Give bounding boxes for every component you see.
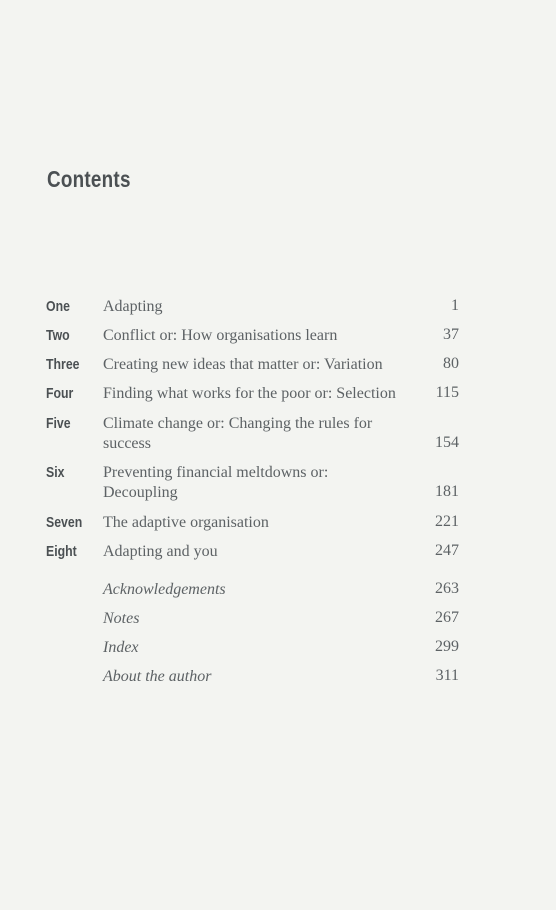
page-number: 263 bbox=[435, 580, 459, 597]
chapter-number: One bbox=[46, 298, 70, 315]
chapter-number: Eight bbox=[46, 543, 77, 560]
page-number: 80 bbox=[443, 355, 459, 372]
chapter-number: Three bbox=[46, 356, 80, 373]
back-matter-title: Notes bbox=[103, 610, 140, 627]
chapter-title: The adaptive organisation bbox=[103, 514, 269, 531]
page-title: Contents bbox=[47, 166, 131, 192]
page-number: 311 bbox=[435, 667, 459, 684]
chapter-title: Creating new ideas that matter or: Variation bbox=[103, 356, 383, 373]
chapter-number: Five bbox=[46, 415, 71, 432]
page-number: 221 bbox=[435, 513, 459, 530]
chapter-number: Two bbox=[46, 327, 70, 344]
chapter-title: Finding what works for the poor or: Selection bbox=[103, 385, 396, 402]
page-number: 247 bbox=[435, 542, 459, 559]
chapter-title: Climate change or: Changing the rules for success bbox=[103, 415, 373, 452]
chapter-title: Preventing financial meltdowns or: Decoupling bbox=[103, 464, 329, 501]
chapter-title: Adapting bbox=[103, 298, 163, 315]
page-number: 154 bbox=[435, 434, 459, 451]
page-number: 1 bbox=[451, 297, 459, 314]
page-number: 181 bbox=[435, 483, 459, 500]
page-number: 115 bbox=[435, 384, 459, 401]
back-matter-title: Index bbox=[103, 639, 139, 656]
back-matter-title: Acknowledgements bbox=[103, 581, 226, 598]
chapter-number: Six bbox=[46, 464, 65, 481]
chapter-title: Conflict or: How organisations learn bbox=[103, 327, 338, 344]
page-number: 299 bbox=[435, 638, 459, 655]
page-number: 267 bbox=[435, 609, 459, 626]
back-matter-title: About the author bbox=[103, 668, 212, 685]
page-number: 37 bbox=[443, 326, 459, 343]
chapter-title: Adapting and you bbox=[103, 543, 218, 560]
chapter-number: Four bbox=[46, 385, 74, 402]
chapter-number: Seven bbox=[46, 514, 83, 531]
